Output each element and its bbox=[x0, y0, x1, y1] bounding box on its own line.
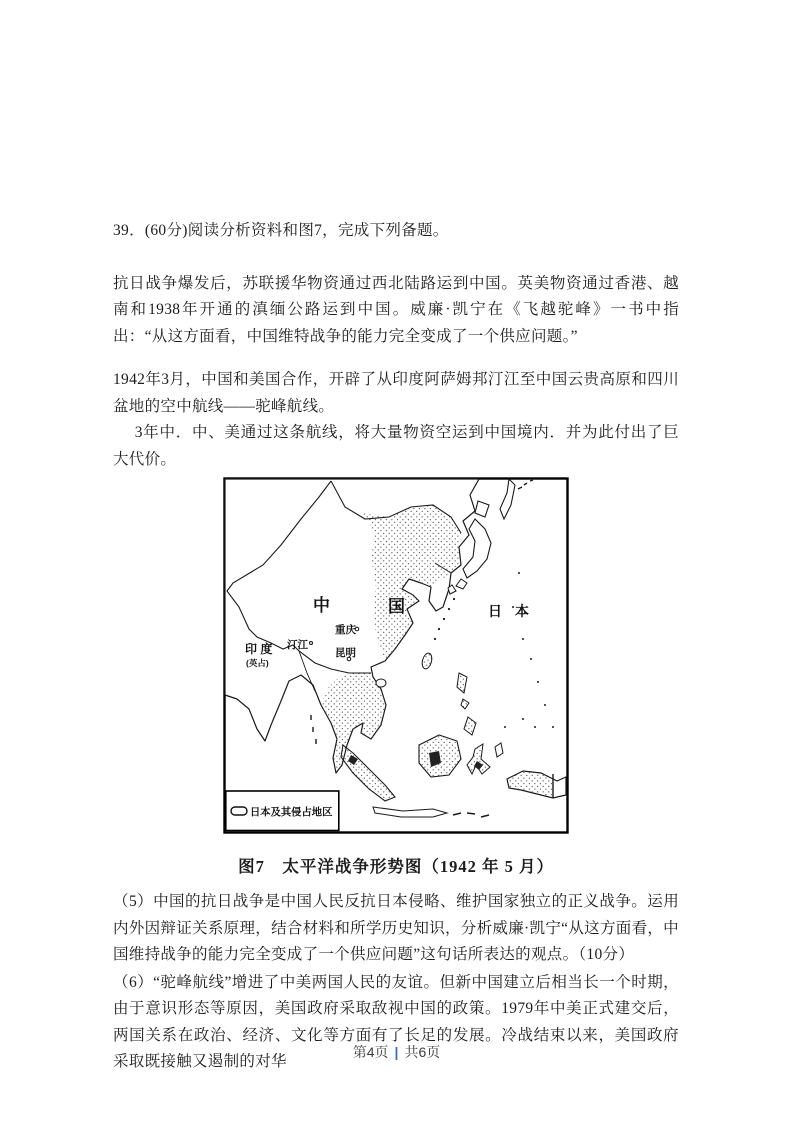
label-china-char1: 中 bbox=[313, 596, 330, 615]
pacific-war-map-svg bbox=[223, 477, 569, 834]
figure-caption: 图7 太平洋战争形势图（1942 年 5 月） bbox=[238, 857, 554, 876]
label-kunming: 昆明 bbox=[335, 647, 356, 659]
question-6: （6）“驼峰航线”增进了中美两国人民的友谊。但新中国建立后相当长一个时期，由于意识形态等原因，美国政府采取敌视中国的政策。1979年中美正式建交后，两国关系在政治、经济、文化等方面有了长足的发展。冷战结束以来，美国政府采取既接触又遏制的对华 bbox=[113, 973, 679, 1070]
pacific-war-map bbox=[223, 477, 569, 839]
page-number-current: 第4页 bbox=[352, 1044, 389, 1060]
paragraph-hump-route: 1942年3月，中国和美国合作，开辟了从印度阿萨姆邦汀江至中国云贵高原和四川盆地的空中航线——驼峰航线。 bbox=[113, 371, 679, 415]
footer-separator: | bbox=[394, 1044, 399, 1060]
label-japan-char2: 本 bbox=[515, 603, 529, 619]
question-5: （5）中国的抗日战争是中国人民反抗日本侵略、维护国家独立的正义战争。运用内外因辩证关系原理，结合材料和所学历史知识，分析威廉·凯宁“从这方面看，中国维持战争的能力完全变成了一个供应问题”这句话所表达的观点。（10分） bbox=[113, 893, 679, 963]
paragraph-supply-background: 抗日战争爆发后，苏联援华物资通过西北陆路运到中国。英美物资通过香港、越南和1938年开通的滇缅公路运到中国。威廉·凯宁在《飞越驼峰》一书中指出：“从这方面看，中国维特战争的能力完全变成了一个供应问题。” bbox=[113, 274, 679, 345]
label-india: 印 度 bbox=[245, 642, 273, 656]
label-dinjan: 汀江 bbox=[287, 639, 308, 651]
figure-7 bbox=[113, 477, 679, 877]
question-39-block bbox=[113, 218, 679, 1076]
label-china-char2: 国 bbox=[388, 597, 405, 616]
paragraph-three-years: 3年中．中、美通过这条航线，将大量物资空运到中国境内．并为此付出了巨大代价。 bbox=[113, 424, 679, 468]
page-footer bbox=[0, 1042, 793, 1062]
page-number-total: 共6页 bbox=[404, 1044, 441, 1060]
hainan-island bbox=[376, 679, 386, 687]
label-india-note: (英占) bbox=[246, 658, 269, 668]
label-japan-char1: 日 bbox=[488, 603, 502, 619]
question-header: 39．(60分)阅读分析资料和图7，完成下列备题。 bbox=[113, 222, 449, 239]
label-chongqing: 重庆 bbox=[335, 624, 356, 636]
legend-occupied-symbol bbox=[231, 807, 247, 815]
legend-label: 日本及其侵占地区 bbox=[250, 807, 333, 819]
